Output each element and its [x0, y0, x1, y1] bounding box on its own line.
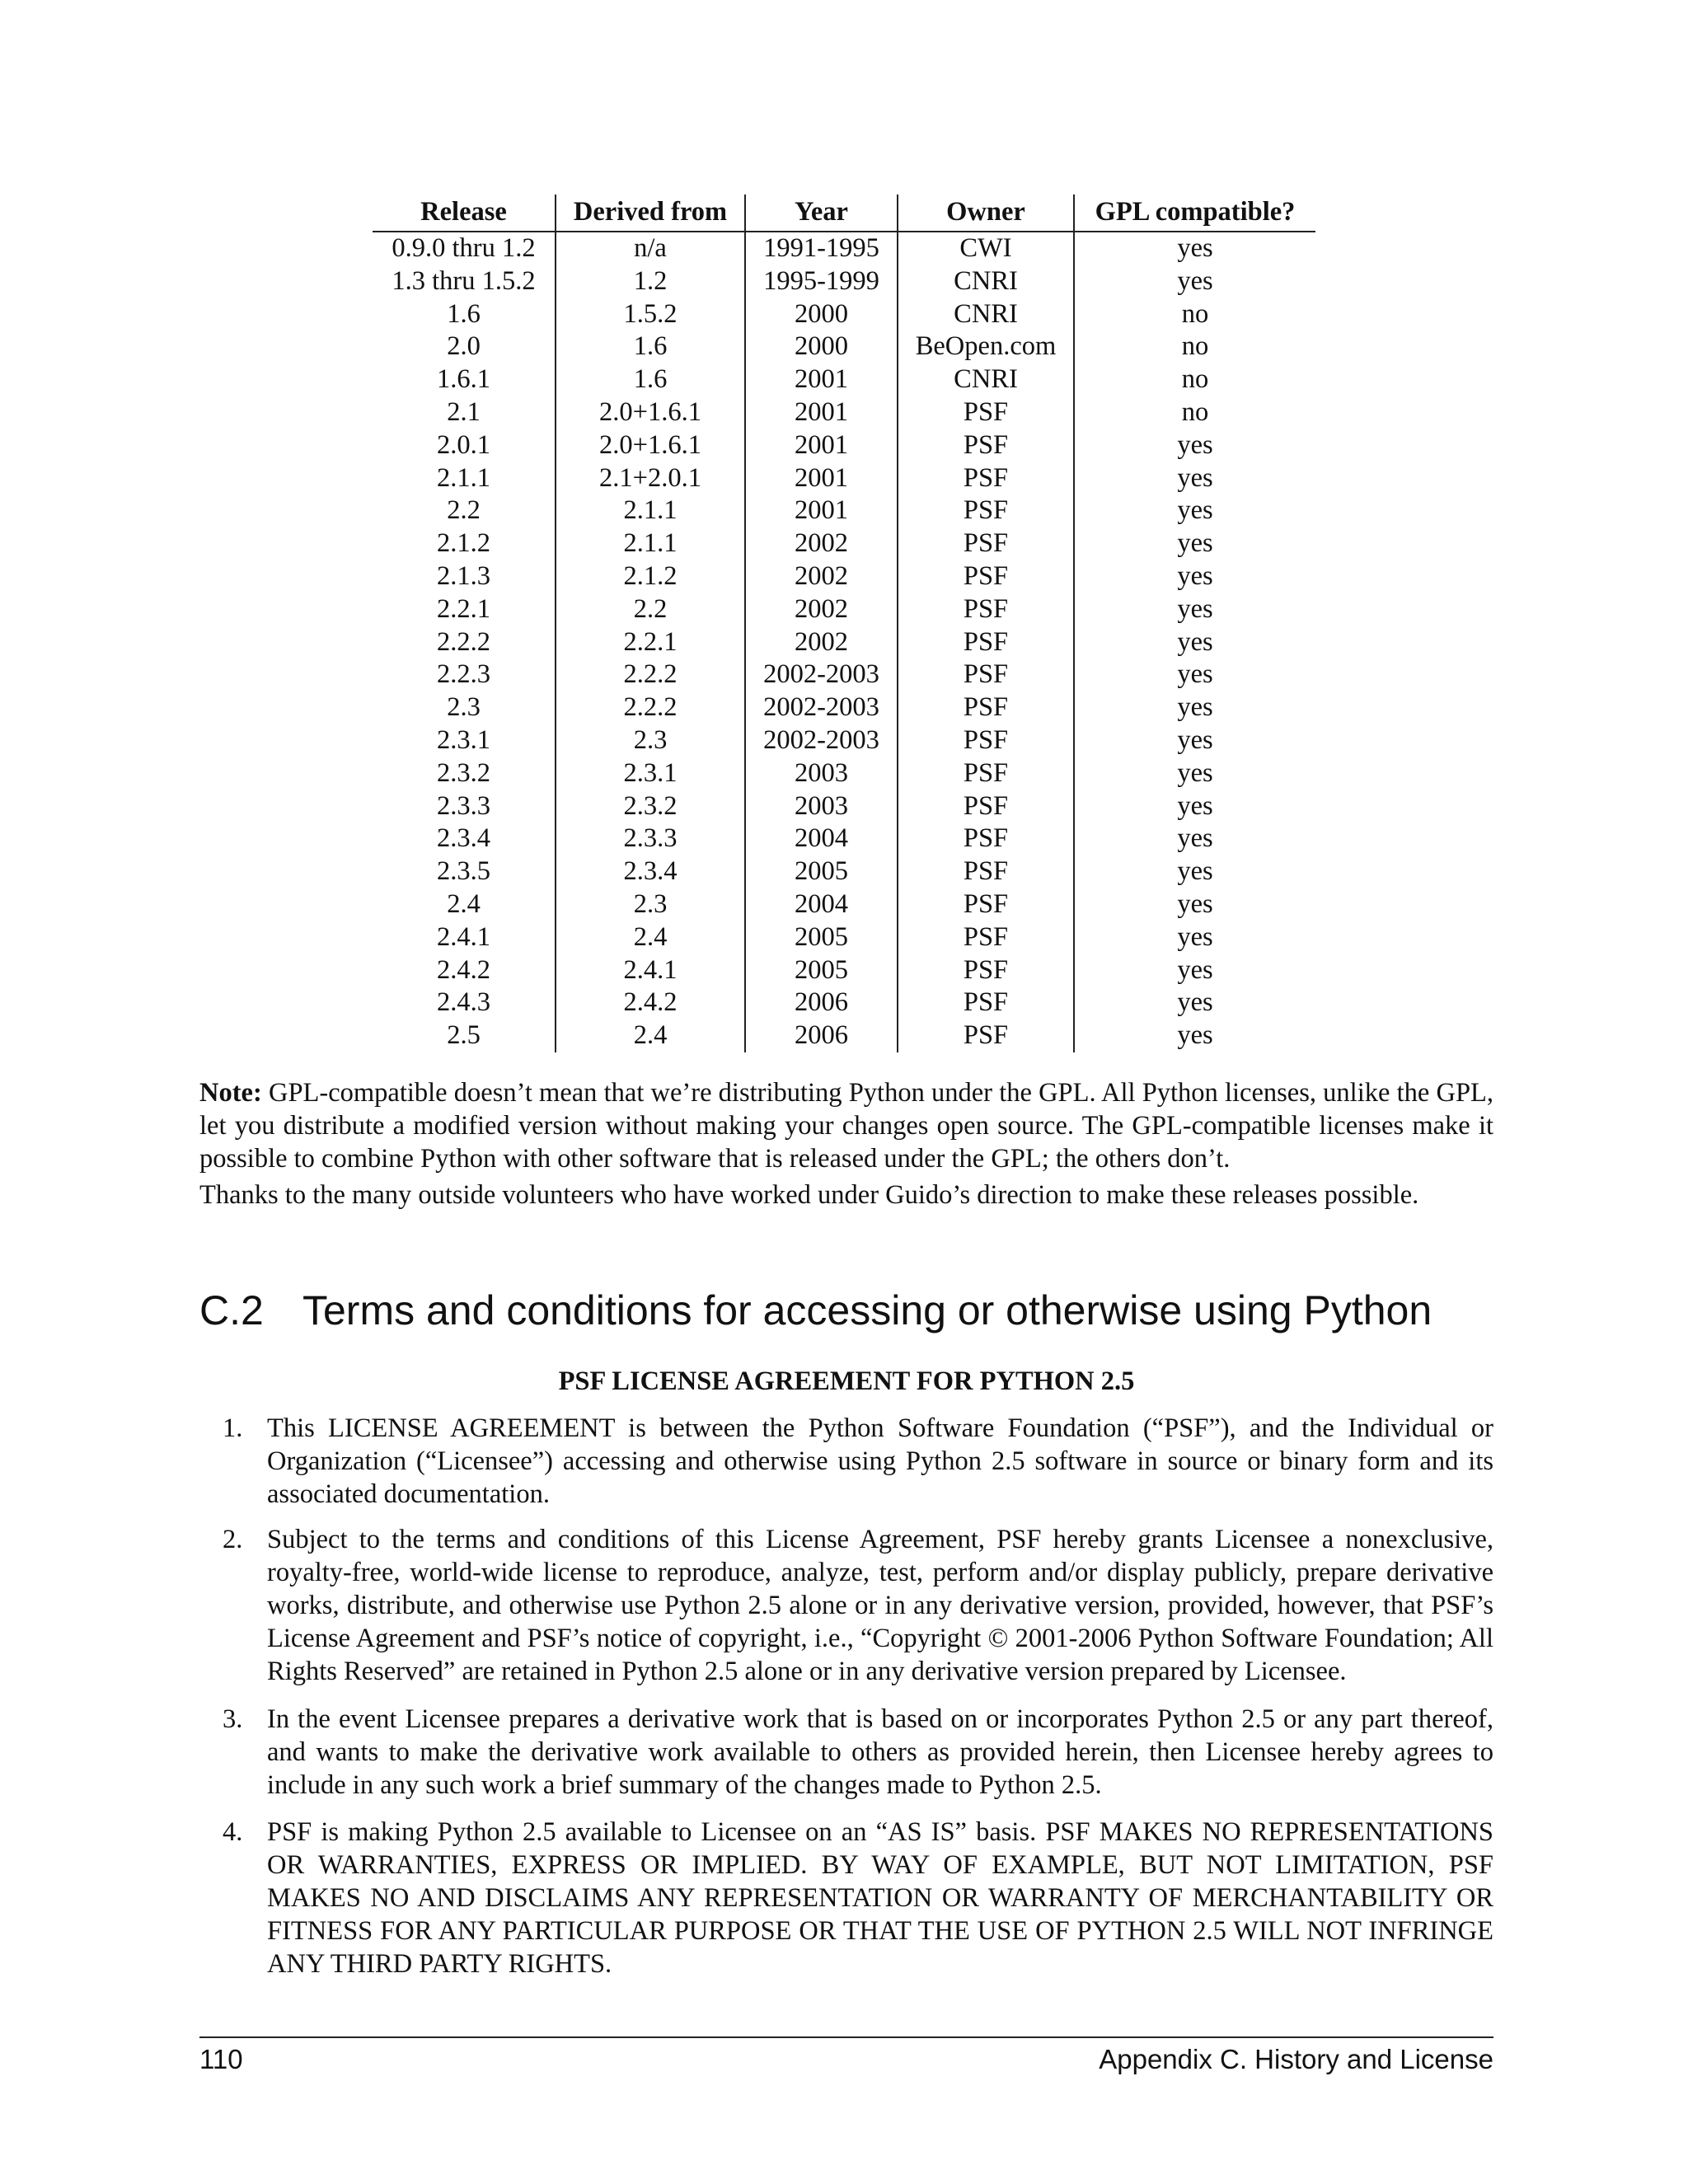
- cell-derived-from: 2.0+1.6.1: [556, 396, 745, 429]
- cell-owner: PSF: [898, 462, 1074, 495]
- table-row: [373, 987, 1315, 1019]
- cell-release: 2.3: [447, 692, 481, 723]
- table-row: [373, 527, 1315, 560]
- thanks-paragraph: Thanks to the many outside volunteers who have worked under Guido’s direction to make these releases possible.: [199, 1180, 1419, 1210]
- cell-gpl-compatible: yes: [1074, 494, 1315, 527]
- cell-owner: CNRI: [898, 298, 1074, 331]
- table-body: [373, 232, 1315, 1052]
- clause-text: In the event Licensee prepares a derivative work that is based on or incorporates Python 2.5 or any part thereof, and wants to make the derivative work available to others as provided herein, then Licensee hereby agrees to include in any such work a brief summary of the changes made to Python 2.5.: [267, 1704, 1493, 1800]
- cell-derived-from: 1.6: [556, 363, 745, 396]
- cell-release: 2.0.1: [437, 429, 490, 460]
- cell-gpl-compatible: no: [1074, 396, 1315, 429]
- header-derived-from: Derived from: [556, 194, 745, 232]
- clause-2: [223, 1523, 1493, 1688]
- cell-derived-from: 2.3.1: [556, 757, 745, 790]
- cell-gpl-compatible: no: [1074, 330, 1315, 363]
- clause-number: 2.: [223, 1525, 243, 1554]
- cell-release: 2.4.2: [437, 954, 490, 985]
- note-paragraph: [199, 1076, 1493, 1175]
- cell-derived-from: 2.2.1: [556, 626, 745, 659]
- cell-gpl-compatible: yes: [1074, 954, 1315, 987]
- cell-derived-from: 2.4.2: [556, 987, 745, 1019]
- cell-gpl-compatible: yes: [1074, 888, 1315, 921]
- cell-owner: PSF: [898, 823, 1074, 855]
- cell-gpl-compatible: yes: [1074, 232, 1315, 265]
- cell-owner: PSF: [898, 527, 1074, 560]
- cell-gpl-compatible: yes: [1074, 691, 1315, 724]
- cell-release: 2.3.5: [437, 856, 490, 887]
- cell-year: 2004: [745, 823, 898, 855]
- cell-owner: PSF: [898, 626, 1074, 659]
- cell-owner: PSF: [898, 1019, 1074, 1052]
- cell-owner: PSF: [898, 494, 1074, 527]
- cell-release: 1.6: [447, 298, 481, 329]
- table-row: [373, 954, 1315, 987]
- cell-year: 2005: [745, 855, 898, 888]
- table-row: [373, 724, 1315, 757]
- table-row: [373, 921, 1315, 954]
- cell-release: 2.2: [447, 495, 481, 526]
- cell-year: 2000: [745, 330, 898, 363]
- cell-release: 2.4.3: [437, 987, 490, 1018]
- agreement-title: PSF LICENSE AGREEMENT FOR PYTHON 2.5: [558, 1366, 1135, 1396]
- table-row: [373, 658, 1315, 691]
- cell-release: 2.1.3: [437, 560, 490, 591]
- cell-owner: PSF: [898, 987, 1074, 1019]
- cell-gpl-compatible: yes: [1074, 855, 1315, 888]
- table-row: [373, 823, 1315, 855]
- cell-year: 2001: [745, 363, 898, 396]
- cell-derived-from: 2.3: [556, 888, 745, 921]
- table-row: [373, 462, 1315, 495]
- cell-release: 2.1.1: [437, 462, 490, 493]
- cell-derived-from: 2.3.3: [556, 823, 745, 855]
- cell-release: 2.1.2: [437, 528, 490, 559]
- cell-gpl-compatible: yes: [1074, 265, 1315, 298]
- cell-derived-from: 1.5.2: [556, 298, 745, 331]
- note-label: Note:: [199, 1078, 262, 1108]
- cell-derived-from: 2.1.1: [556, 494, 745, 527]
- clause-text: Subject to the terms and conditions of this License Agreement, PSF hereby grants Licensee a nonexclusive, royalty-free, world-wide license to reproduce, analyze, test, perform and/or display publicly, prepare derivative works, distribute, and otherwise use Python 2.5 alone or in any derivative version, provided, however, that PSF’s License Agreement and PSF’s notice of copyright, i.e., “Copyright © 2001-2006 Python Software Foundation; All Rights Reserved” are retained in Python 2.5 alone or in any derivative version prepared by Licensee.: [267, 1525, 1493, 1686]
- cell-derived-from: 2.3.4: [556, 855, 745, 888]
- cell-derived-from: 2.2.2: [556, 691, 745, 724]
- clause-3: [223, 1703, 1493, 1802]
- cell-owner: PSF: [898, 724, 1074, 757]
- cell-gpl-compatible: yes: [1074, 790, 1315, 823]
- cell-gpl-compatible: yes: [1074, 626, 1315, 659]
- cell-owner: BeOpen.com: [898, 330, 1074, 363]
- cell-derived-from: 2.3.2: [556, 790, 745, 823]
- cell-release: 1.3 thru 1.5.2: [392, 265, 536, 296]
- cell-year: 2005: [745, 921, 898, 954]
- note-text: GPL-compatible doesn’t mean that we’re distributing Python under the GPL. All Python licenses, unlike the GPL, let you distribute a modified version without making your changes open source. The GPL-compatible licenses make it possible to combine Python with other software that is released under the GPL; the others don’t.: [199, 1078, 1493, 1174]
- cell-year: 2002: [745, 560, 898, 593]
- cell-derived-from: 2.4: [556, 921, 745, 954]
- cell-derived-from: 2.4.1: [556, 954, 745, 987]
- table-row: [373, 265, 1315, 298]
- release-table: [373, 194, 1315, 1052]
- cell-derived-from: 1.6: [556, 330, 745, 363]
- cell-year: 2002: [745, 593, 898, 626]
- cell-release: 2.4: [447, 888, 481, 919]
- cell-year: 2001: [745, 462, 898, 495]
- cell-year: 2002: [745, 626, 898, 659]
- cell-release: 2.2.3: [437, 659, 490, 690]
- cell-year: 2006: [745, 987, 898, 1019]
- cell-year: 1995-1999: [745, 265, 898, 298]
- cell-release: 2.4.1: [437, 921, 490, 952]
- cell-derived-from: 2.4: [556, 1019, 745, 1052]
- cell-release: 2.0: [447, 331, 481, 362]
- table-row: [373, 1019, 1315, 1052]
- cell-year: 2003: [745, 790, 898, 823]
- cell-derived-from: 2.1.2: [556, 560, 745, 593]
- table-row: [373, 429, 1315, 462]
- clause-number: 1.: [223, 1413, 243, 1443]
- release-history-table: [373, 194, 1319, 1052]
- table-row: [373, 691, 1315, 724]
- cell-release: 2.5: [447, 1020, 481, 1051]
- cell-year: 2003: [745, 757, 898, 790]
- cell-derived-from: 2.1.1: [556, 527, 745, 560]
- cell-year: 2002-2003: [745, 658, 898, 691]
- cell-release: 2.3.3: [437, 790, 490, 821]
- page-number: 110: [199, 2044, 243, 2074]
- footer-divider: [199, 2036, 1493, 2038]
- cell-owner: PSF: [898, 790, 1074, 823]
- cell-derived-from: n/a: [556, 232, 745, 265]
- cell-owner: PSF: [898, 888, 1074, 921]
- table-row: [373, 855, 1315, 888]
- table-row: [373, 790, 1315, 823]
- cell-owner: PSF: [898, 560, 1074, 593]
- cell-year: 1991-1995: [745, 232, 898, 265]
- cell-year: 2004: [745, 888, 898, 921]
- table-row: [373, 494, 1315, 527]
- cell-release: 1.6.1: [437, 364, 490, 395]
- cell-owner: PSF: [898, 396, 1074, 429]
- table-header-row: [373, 194, 1315, 232]
- cell-year: 2006: [745, 1019, 898, 1052]
- header-owner: Owner: [898, 194, 1074, 232]
- cell-release: 2.2.2: [437, 626, 490, 657]
- cell-gpl-compatible: yes: [1074, 593, 1315, 626]
- cell-owner: PSF: [898, 429, 1074, 462]
- cell-owner: PSF: [898, 921, 1074, 954]
- cell-owner: PSF: [898, 691, 1074, 724]
- cell-year: 2005: [745, 954, 898, 987]
- cell-gpl-compatible: yes: [1074, 823, 1315, 855]
- clause-number: 4.: [223, 1817, 243, 1847]
- cell-release: 0.9.0 thru 1.2: [392, 233, 536, 263]
- cell-year: 2002-2003: [745, 691, 898, 724]
- cell-year: 2002-2003: [745, 724, 898, 757]
- cell-gpl-compatible: no: [1074, 363, 1315, 396]
- header-gpl-compatible: GPL compatible?: [1074, 194, 1315, 232]
- cell-derived-from: 2.3: [556, 724, 745, 757]
- cell-derived-from: 1.2: [556, 265, 745, 298]
- table-row: [373, 330, 1315, 363]
- cell-release: 2.3.4: [437, 823, 490, 854]
- cell-gpl-compatible: yes: [1074, 527, 1315, 560]
- table-row: [373, 593, 1315, 626]
- table-row: [373, 363, 1315, 396]
- cell-owner: PSF: [898, 593, 1074, 626]
- section-number: C.2: [199, 1287, 264, 1333]
- chapter-title: Appendix C. History and License: [1099, 2044, 1493, 2074]
- table-row: [373, 396, 1315, 429]
- cell-gpl-compatible: yes: [1074, 1019, 1315, 1052]
- cell-gpl-compatible: yes: [1074, 921, 1315, 954]
- cell-gpl-compatible: yes: [1074, 560, 1315, 593]
- cell-release: 2.3.1: [437, 724, 490, 755]
- cell-year: 2001: [745, 396, 898, 429]
- cell-gpl-compatible: yes: [1074, 987, 1315, 1019]
- cell-gpl-compatible: yes: [1074, 757, 1315, 790]
- table-row: [373, 757, 1315, 790]
- section-heading: [199, 1286, 1493, 1335]
- cell-gpl-compatible: no: [1074, 298, 1315, 331]
- cell-gpl-compatible: yes: [1074, 658, 1315, 691]
- cell-owner: CWI: [898, 232, 1074, 265]
- cell-owner: PSF: [898, 757, 1074, 790]
- table-row: [373, 298, 1315, 331]
- clause-4: [223, 1816, 1493, 1980]
- cell-year: 2001: [745, 429, 898, 462]
- cell-year: 2001: [745, 494, 898, 527]
- cell-gpl-compatible: yes: [1074, 429, 1315, 462]
- cell-year: 2000: [745, 298, 898, 331]
- cell-derived-from: 2.2: [556, 593, 745, 626]
- cell-release: 2.2.1: [437, 593, 490, 624]
- table-row: [373, 232, 1315, 265]
- cell-year: 2002: [745, 527, 898, 560]
- cell-derived-from: 2.1+2.0.1: [556, 462, 745, 495]
- cell-derived-from: 2.2.2: [556, 658, 745, 691]
- cell-gpl-compatible: yes: [1074, 462, 1315, 495]
- cell-owner: PSF: [898, 855, 1074, 888]
- cell-derived-from: 2.0+1.6.1: [556, 429, 745, 462]
- table-row: [373, 888, 1315, 921]
- header-year: Year: [745, 194, 898, 232]
- cell-owner: PSF: [898, 954, 1074, 987]
- header-release: Release: [373, 194, 556, 232]
- clause-text: This LICENSE AGREEMENT is between the Python Software Foundation (“PSF”), and the Individual or Organization (“Licensee”) accessing and otherwise using Python 2.5 software in source or binary form and its associated documentation.: [267, 1413, 1493, 1509]
- cell-owner: PSF: [898, 658, 1074, 691]
- table-row: [373, 560, 1315, 593]
- cell-release: 2.3.2: [437, 757, 490, 788]
- cell-owner: CNRI: [898, 265, 1074, 298]
- clause-1: [223, 1412, 1493, 1511]
- section-title: Terms and conditions for accessing or otherwise using Python: [302, 1287, 1432, 1333]
- cell-release: 2.1: [447, 396, 481, 427]
- cell-gpl-compatible: yes: [1074, 724, 1315, 757]
- table-row: [373, 626, 1315, 659]
- clause-text: PSF is making Python 2.5 available to Licensee on an “AS IS” basis. PSF MAKES NO REPRESENTATIONS OR WARRANTIES, EXPRESS OR IMPLIED. BY WAY OF EXAMPLE, BUT NOT LIMITATION, PSF MAKES NO AND DISCLAIMS ANY REPRESENTATION OR WARRANTY OF MERCHANTABILITY OR FITNESS FOR ANY PARTICULAR PURPOSE OR THAT THE USE OF PYTHON 2.5 WILL NOT INFRINGE ANY THIRD PARTY RIGHTS.: [267, 1817, 1493, 1979]
- clause-number: 3.: [223, 1704, 243, 1734]
- cell-owner: CNRI: [898, 363, 1074, 396]
